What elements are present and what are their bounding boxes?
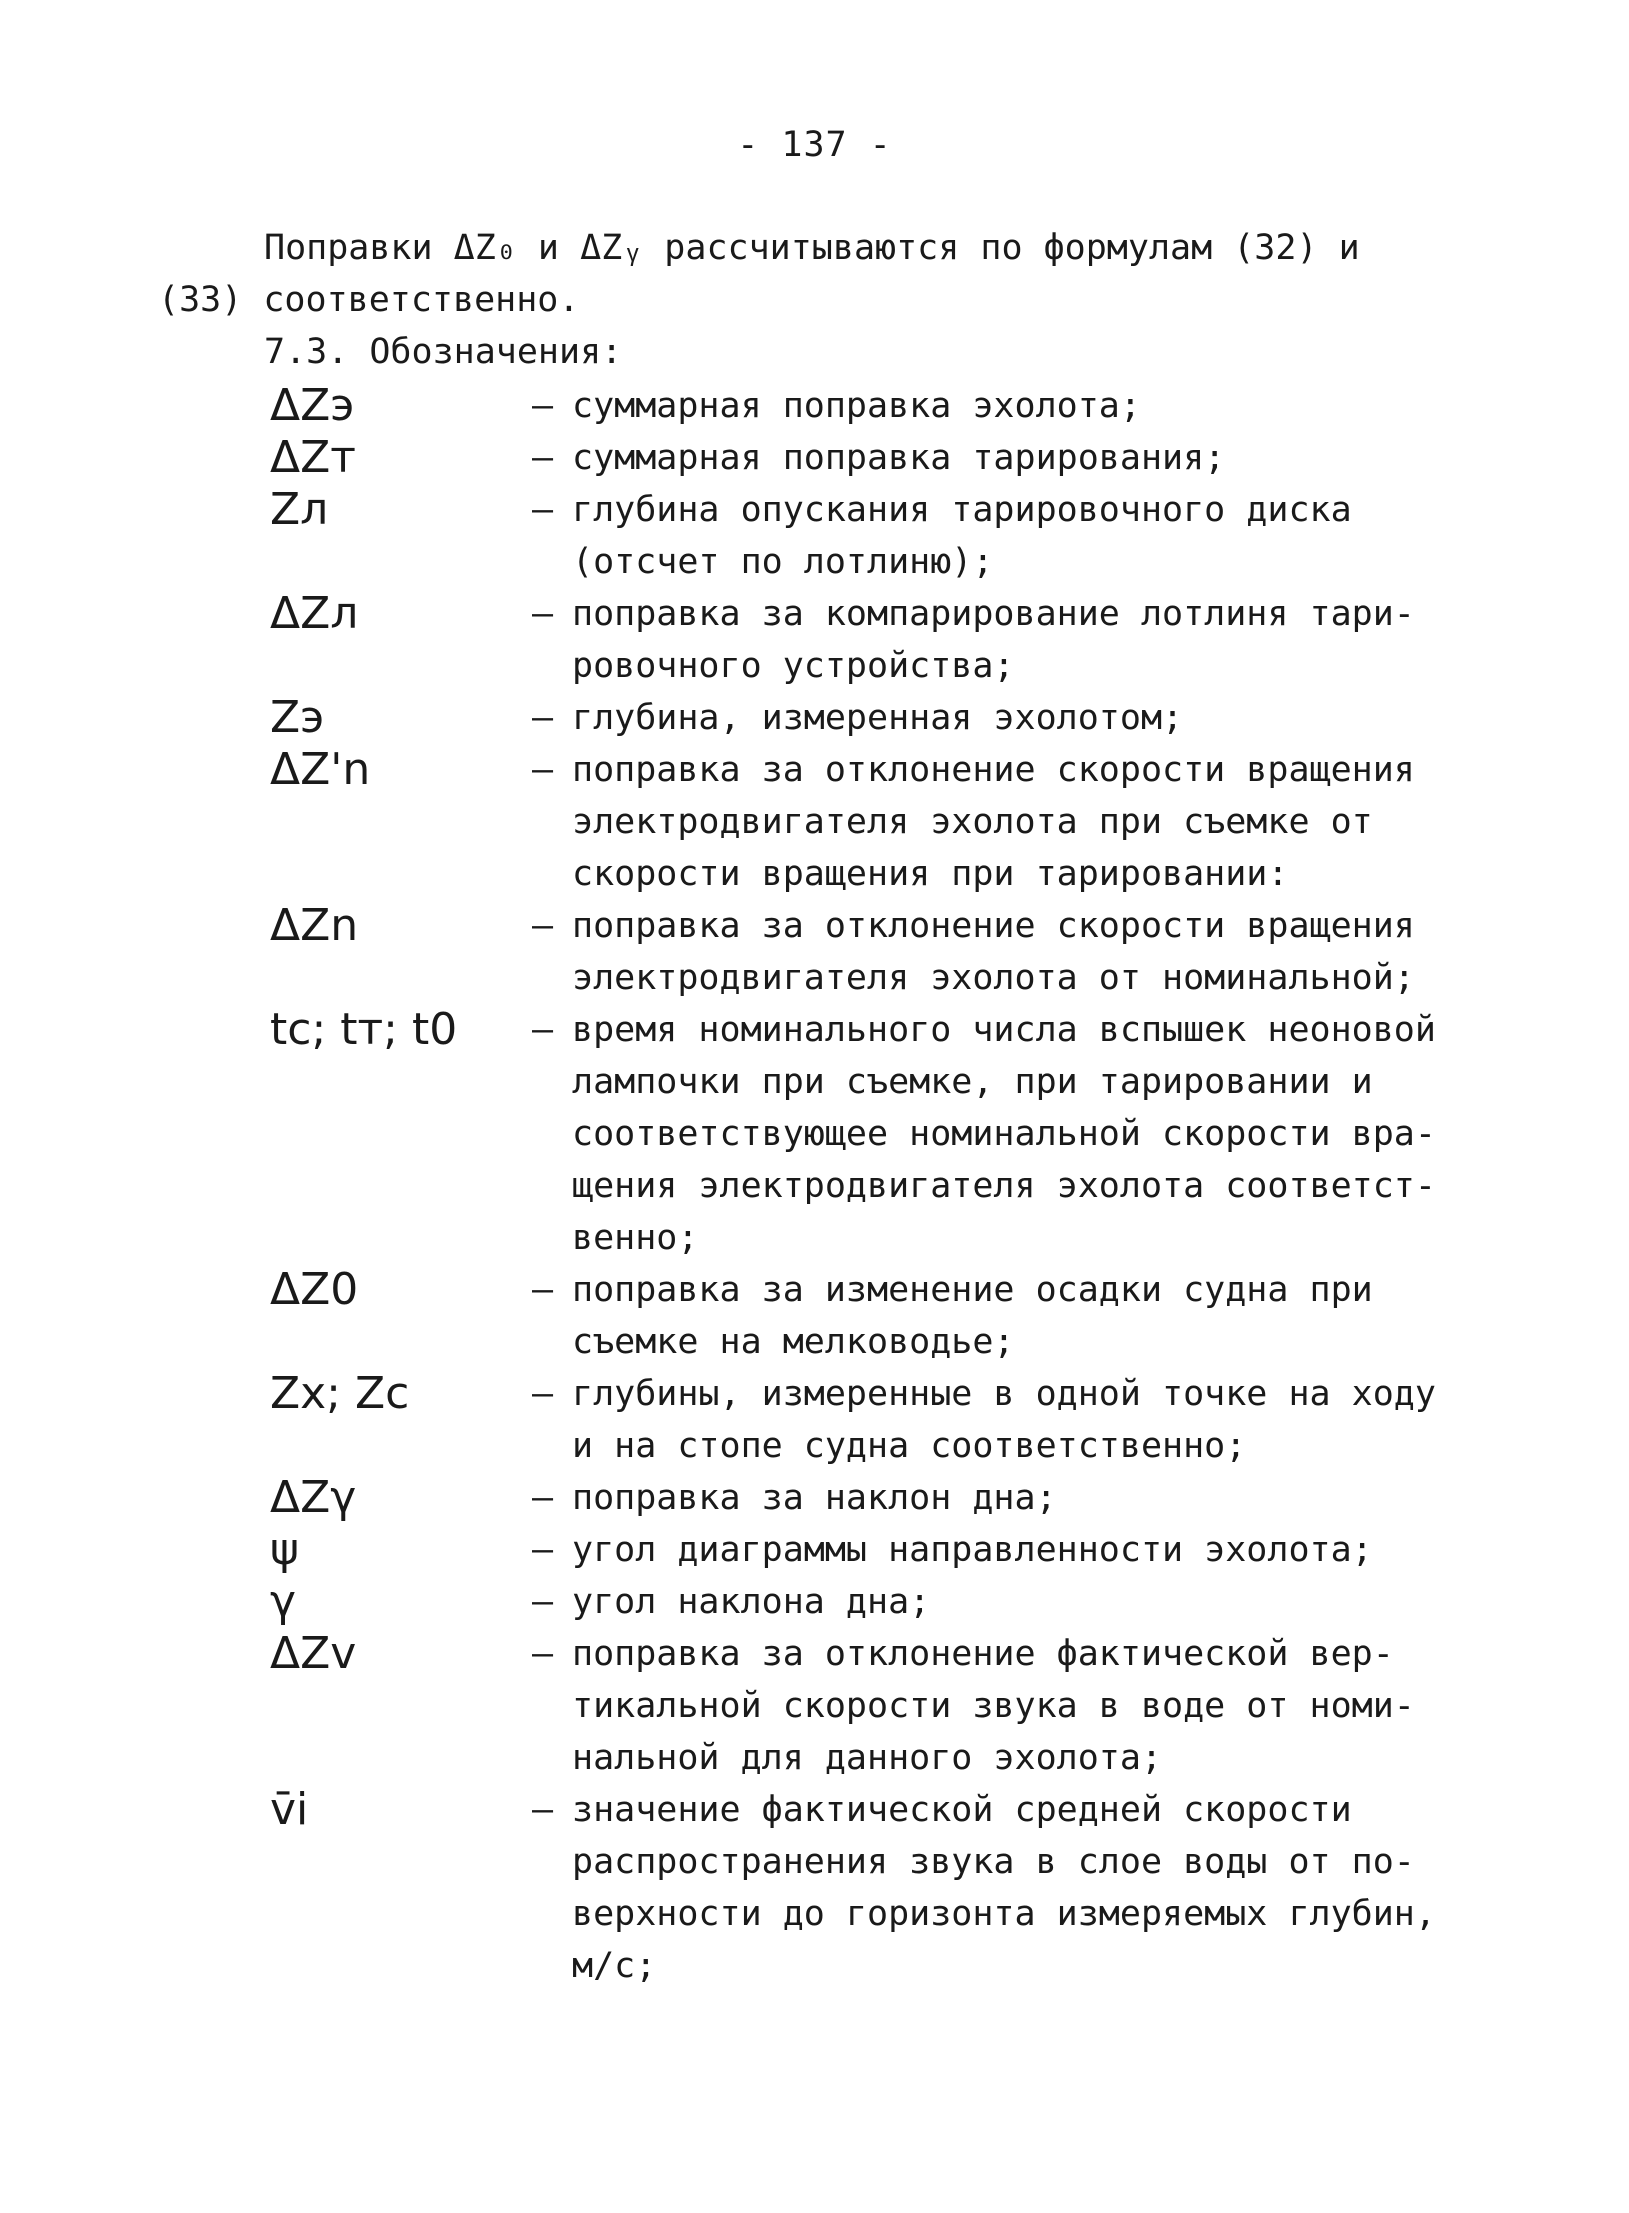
- definition-symbol: Zx; Zc: [270, 1368, 410, 1419]
- definition-row: [270, 1472, 1450, 1524]
- definition-symbol: ΔZл: [270, 588, 359, 639]
- dash: –: [532, 1270, 554, 1310]
- definition-text: угол диаграммы направленности эхолота;: [572, 1530, 1373, 1570]
- section-title: 7.3. Обозначения:: [264, 332, 623, 372]
- definition-symbol: v̄i: [270, 1784, 309, 1835]
- definition-row: [270, 1576, 1450, 1628]
- dash: –: [532, 1582, 554, 1622]
- definition-text: поправка за отклонение скорости вращения электродвигателя эхолота от номинальной;: [572, 906, 1415, 998]
- definition-row: [270, 744, 1450, 900]
- dash: –: [532, 1790, 554, 1830]
- definition-text: поправка за компарирование лотлиня тари- ровочного устройства;: [572, 594, 1415, 686]
- definition-text: суммарная поправка тарирования;: [572, 438, 1226, 478]
- definition-row: [270, 1368, 1450, 1472]
- definition-text: суммарная поправка эхолота;: [572, 386, 1141, 426]
- definition-text: поправка за отклонение скорости вращения электродвигателя эхолота при съемке от скорости вращения при тарировании:: [572, 750, 1415, 894]
- definitions-list: [270, 380, 1450, 1992]
- definition-text: поправка за отклонение фактической вер- тикальной скорости звука в воде от номи- нальной для данного эхолота;: [572, 1634, 1415, 1778]
- dash: –: [532, 490, 554, 530]
- definition-symbol: ΔZγ: [270, 1472, 357, 1523]
- definition-symbol: ΔZт: [270, 432, 356, 483]
- definition-row: [270, 1004, 1450, 1264]
- definition-row: [270, 588, 1450, 692]
- definition-symbol: Zл: [270, 484, 329, 535]
- definition-row: [270, 380, 1450, 432]
- definition-row: [270, 692, 1450, 744]
- intro-line-2: (33) соответственно.: [158, 280, 580, 320]
- definition-text: глубина опускания тарировочного диска (отсчет по лотлиню);: [572, 490, 1352, 582]
- definition-row: [270, 1524, 1450, 1576]
- definition-row: [270, 1628, 1450, 1784]
- dash: –: [532, 386, 554, 426]
- definition-text: поправка за наклон дна;: [572, 1478, 1057, 1518]
- definition-symbol: ΔZ0: [270, 1264, 359, 1315]
- definition-row: [270, 900, 1450, 1004]
- definition-text: глубины, измеренные в одной точке на ходу и на стопе судна соответственно;: [572, 1374, 1436, 1466]
- page-number: - 137 -: [737, 125, 892, 165]
- definition-symbol: Zэ: [270, 692, 325, 743]
- intro-paragraph: [158, 222, 1448, 326]
- definition-symbol: ΔZn: [270, 900, 359, 951]
- definition-row: [270, 1264, 1450, 1368]
- definition-text: поправка за изменение осадки судна при съемке на мелководье;: [572, 1270, 1373, 1362]
- definition-symbol: tc; tт; t0: [270, 1004, 458, 1055]
- definition-symbol: ψ: [270, 1524, 300, 1575]
- dash: –: [532, 594, 554, 634]
- definition-row: [270, 484, 1450, 588]
- dash: –: [532, 906, 554, 946]
- definition-row: [270, 432, 1450, 484]
- dash: –: [532, 698, 554, 738]
- dash: –: [532, 1634, 554, 1674]
- dash: –: [532, 1530, 554, 1570]
- definition-symbol: γ: [270, 1576, 297, 1627]
- intro-line-1: Поправки ΔZ₀ и ΔZᵧ рассчитываются по формулам (32) и: [264, 228, 1360, 268]
- definition-symbol: ΔZv: [270, 1628, 357, 1679]
- dash: –: [532, 438, 554, 478]
- definition-symbol: ΔZ'n: [270, 744, 371, 795]
- dash: –: [532, 750, 554, 790]
- definition-symbol: ΔZэ: [270, 380, 355, 431]
- definition-text: значение фактической средней скорости распространения звука в слое воды от по- верхности до горизонта измеряемых глубин, м/с;: [572, 1790, 1436, 1986]
- dash: –: [532, 1010, 554, 1050]
- definition-text: время номинального числа вспышек неоновой лампочки при съемке, при тарировании и соответствующее номинальной скорости вра- щения электродвигателя эхолота соответст- венно;: [572, 1010, 1436, 1258]
- dash: –: [532, 1478, 554, 1518]
- dash: –: [532, 1374, 554, 1414]
- definition-text: угол наклона дна;: [572, 1582, 931, 1622]
- definition-text: глубина, измеренная эхолотом;: [572, 698, 1184, 738]
- definition-row: [270, 1784, 1450, 1992]
